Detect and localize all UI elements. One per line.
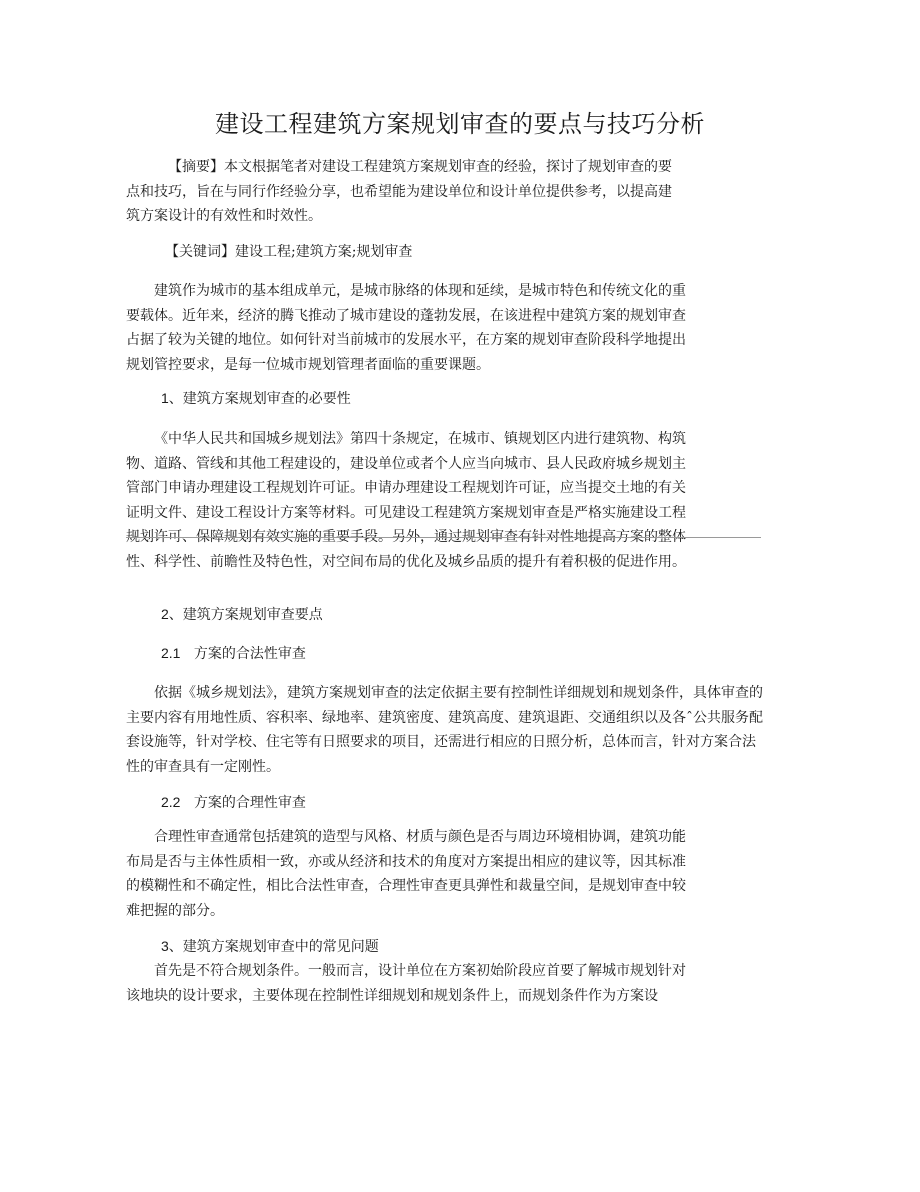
section-2-1-title: 方案的合法性审查 xyxy=(193,646,306,662)
section-2-2-number: 2.2 xyxy=(161,794,181,810)
keywords-line: 【关键词】建设工程;建筑方案;规划审查 xyxy=(165,244,413,260)
section-1-paragraph: 《中华人民共和国城乡规划法》第四十条规定，在城市、镇规划区内进行建筑物、构筑物、道路、管线和其他工程建设的，建设单位或者个人应当向城市、县人民政府城乡规划主管部门申请办理建设工程规划许可证。申请办理建设工程规划许可证，应当提交土地的有关证明文件、建设工程设计方案等材料。可见建设工程建筑方案规划审查是严格实施建设工程规划许可、保障规划有效实施的重要手段。另外，通过规划审查有针对性地提高方案的整体性、科学性、前瞻性及特色性，对空间布局的优化及城乡品质的提升有着积极的促进作用。 xyxy=(126,431,686,570)
section-2-2-heading xyxy=(161,790,306,815)
section-2-title: 、建筑方案规划审查要点 xyxy=(168,607,323,623)
section-3-paragraph: 首先是不符合规划条件。一般而言，设计单位在方案初始阶段应首要了解城市规划针对该地块的设计要求，主要体现在控制性详细规划和规划条件上，而规划条件作为方案设 xyxy=(126,963,686,1004)
section-3-title: 、建筑方案规划审查中的常见问题 xyxy=(168,939,379,955)
section-1-number: 1 xyxy=(161,390,169,406)
section-2-2-paragraph: 合理性审查通常包括建筑的造型与风格、材质与颜色是否与周边环境相协调，建筑功能布局是否与主体性质相一致，亦或从经济和技术的角度对方案提出相应的建议等，因其标准的模糊性和不确定性，相比合法性审查，合理性审查更具弹性和裁量空间，是规划审查中较难把握的部分。 xyxy=(126,829,686,919)
section-2-number: 2 xyxy=(161,606,169,622)
section-1-heading xyxy=(161,386,351,411)
section-3-number: 3 xyxy=(161,938,169,954)
section-2-2-title: 方案的合理性审查 xyxy=(193,795,306,811)
section-2-1-number: 2.1 xyxy=(161,645,181,661)
document-title: 建设工程建筑方案规划审查的要点与技巧分析 xyxy=(215,110,705,138)
section-2-1-paragraph: 依据《城乡规划法》，建筑方案规划审查的法定依据主要有控制性详细规划和规划条件，具体审查的主要内容有用地性质、容积率、绿地率、建筑密度、建筑高度、建筑退距、交通组织以及各ˆ公共服务配套设施等，针对学校、住宅等有日照要求的项目，还需进行相应的日照分析，总体而言，针对方案合法性的审查具有一定刚性。 xyxy=(126,685,763,775)
section-1-title: 、建筑方案规划审查的必要性 xyxy=(168,391,351,407)
horizontal-rule xyxy=(126,537,761,538)
section-2-heading xyxy=(161,602,323,627)
abstract-paragraph: 【摘要】本文根据笔者对建设工程建筑方案规划审查的经验，探讨了规划审查的要点和技巧，旨在与同行作经验分享，也希望能为建设单位和设计单位提供参考，以提高建筑方案设计的有效性和时效性。 xyxy=(126,159,672,224)
section-3-heading xyxy=(161,934,379,959)
section-2-1-heading xyxy=(161,641,306,666)
intro-paragraph: 建筑作为城市的基本组成单元，是城市脉络的体现和延续，是城市特色和传统文化的重要载体。近年来，经济的腾飞推动了城市建设的蓬勃发展，在该进程中建筑方案的规划审查占据了较为关键的地位。如何针对当前城市的发展水平，在方案的规划审查阶段科学地提出规划管控要求，是每一位城市规划管理者面临的重要课题。 xyxy=(126,283,686,373)
